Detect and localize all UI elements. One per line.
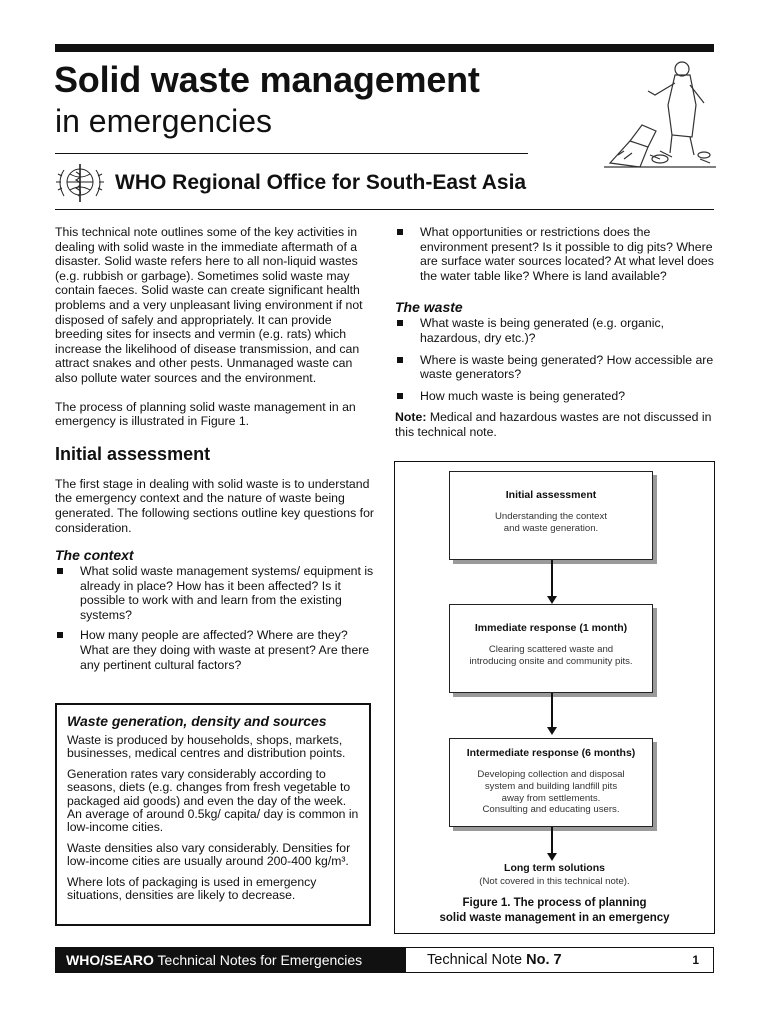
flow-arrow <box>551 693 553 729</box>
list-item: What waste is being generated (e.g. organic, hazardous, dry etc.)? <box>395 316 715 345</box>
flow-arrow <box>551 560 553 598</box>
flow-arrow-head <box>547 727 557 735</box>
flow-step-title: Intermediate response (6 months) <box>466 747 636 759</box>
flow-final-title: Long term solutions <box>504 862 605 874</box>
organization-name: WHO Regional Office for South-East Asia <box>115 171 527 194</box>
box-paragraph: Waste is produced by households, shops, markets, businesses, medical centres and distribution points. <box>67 733 346 761</box>
flow-final-step <box>395 862 714 887</box>
intro-paragraph-figure-ref: The process of planning solid waste management in an emergency is illustrated in Figure 1. <box>55 399 356 429</box>
top-rule <box>55 44 714 52</box>
document-subtitle: in emergencies <box>55 103 272 139</box>
document-title: Solid waste management <box>54 59 480 100</box>
list-item: What opportunities or restrictions does the environment present? Is it possible to dig pits? Where are surface water sources located? At what level does the water table like? Where is land available? <box>395 225 715 283</box>
flow-step-title: Initial assessment <box>505 489 597 501</box>
footer-series <box>56 948 406 972</box>
list-item: How many people are affected? Where are they? What are they doing with waste at present? Are there any pertinent cultural factors? <box>55 628 377 672</box>
subheading-context: The context <box>55 547 134 564</box>
right-column <box>395 225 715 440</box>
note-label: Note: <box>395 410 427 425</box>
left-column <box>55 225 377 672</box>
flow-arrow-head <box>547 853 557 861</box>
subheading-waste: The waste <box>395 299 463 316</box>
flow-step-description: Developing collection and disposal system and building landfill pits away from settlements. Consulting and educating users. <box>477 769 625 816</box>
figure-caption <box>395 896 714 926</box>
box-paragraph: Where lots of packaging is used in emergency situations, densities are likely to decrease. <box>67 874 317 903</box>
footer-technical-note <box>427 948 562 972</box>
header-rule <box>55 209 714 210</box>
waste-generation-box <box>55 703 371 926</box>
section-paragraph: The first stage in dealing with solid waste is to understand the emergency context and the nature of waste being generated. The following sections outline key questions for consideration. <box>55 476 375 535</box>
flow-step-initial-assessment <box>449 471 653 560</box>
box-paragraph: Generation rates vary considerably according to seasons, diets (e.g. changes from fresh vegetable to packaged aid goods) and even the day of the week. An average of around 0.5kg/ capita/ day is common in low-income cities. <box>67 766 359 835</box>
flow-final-description: (Not covered in this technical note). <box>479 876 630 887</box>
waste-bullet-list <box>395 316 715 403</box>
footer-series-text: Technical Notes for Emergencies <box>153 952 363 968</box>
figure-flowchart <box>394 461 715 934</box>
flow-arrow <box>551 827 553 855</box>
page-number: 1 <box>692 953 699 967</box>
list-item: Where is waste being generated? How accessible are waste generators? <box>395 353 715 382</box>
context-bullet-list-continued <box>395 225 715 283</box>
flow-step-immediate-response <box>449 604 653 693</box>
section-heading-initial-assessment: Initial assessment <box>55 443 211 464</box>
intro-paragraph: This technical note outlines some of the key activities in dealing with solid waste in the immediate aftermath of a disaster. Solid waste refers here to all non-liquid wastes (e.g. rubbish or garbage). Sometimes solid waste may contain faeces. Solid waste can create significant health problems and a very unpleasant living environment if not disposed of safely and appropriately. It can provide breeding sites for insects and vermin (e.g. rats) which increase the likelihood of disease transmission, and can attract snakes and other pests. Unmanaged waste can also pollute water sources and the environment. <box>55 225 363 385</box>
flow-step-title: Immediate response (1 month) <box>474 622 628 634</box>
figure-caption-line: solid waste management in an emergency <box>439 912 670 924</box>
context-bullet-list <box>55 564 377 672</box>
list-item: How much waste is being generated? <box>395 389 715 404</box>
list-item: What solid waste management systems/ equipment is already in place? How has it been affected? Is it possible to work with and learn from the existing systems? <box>55 564 377 622</box>
title-rule <box>55 153 528 154</box>
box-heading: Waste generation, density and sources <box>67 713 327 729</box>
footer-series-bold: WHO/SEARO <box>66 952 154 968</box>
footer-note-number: No. 7 <box>526 952 562 968</box>
note-text: Medical and hazardous wastes are not discussed in this technical note. <box>395 410 712 439</box>
box-paragraph: Waste densities also vary considerably. Densities for low-income cities are usually around 200-400 kg/m³. <box>67 840 351 869</box>
footer-note-prefix: Technical Note <box>427 952 527 968</box>
page-footer <box>55 947 714 973</box>
flow-arrow-head <box>547 596 557 604</box>
flow-step-description: Understanding the context and waste generation. <box>494 511 607 534</box>
figure-caption-line: Figure 1. The process of planning <box>462 897 647 909</box>
woman-with-waste-illustration <box>600 55 718 170</box>
note-paragraph <box>395 410 715 439</box>
flow-step-description: Clearing scattered waste and introducing onsite and community pits. <box>469 644 633 667</box>
who-emblem-icon <box>54 160 106 206</box>
flow-step-intermediate-response <box>449 738 653 827</box>
